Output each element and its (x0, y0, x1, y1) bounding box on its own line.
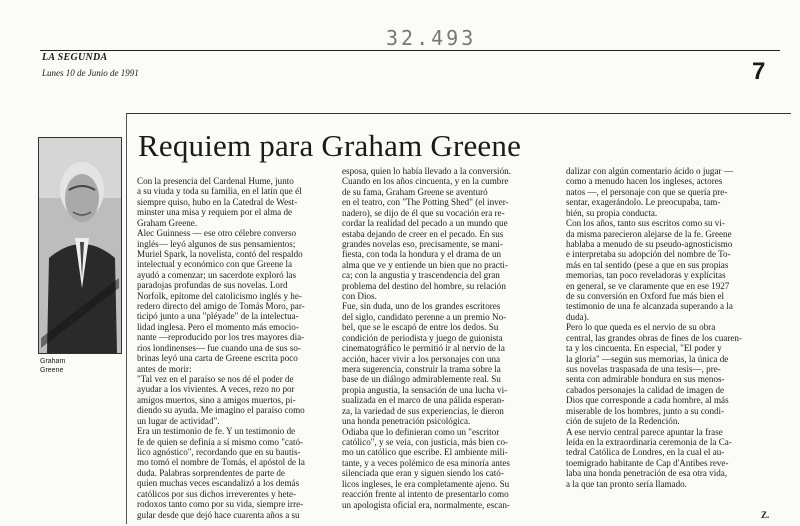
article-text-line: a su viuda y toda su familia, en el latín que él (137, 186, 302, 197)
article-text-line: silenciada que eran y siguen siendo los cató- (342, 468, 504, 479)
article-text-line: duda). (566, 311, 589, 322)
article-text-line: mo un católico que escribe. El ambiente mili- (342, 447, 508, 458)
archive-stamp: 32.493 (386, 26, 477, 50)
article-text-line: en general, se ve claramente que en ese 1927 (566, 280, 730, 291)
author-signature: Z. (761, 510, 770, 520)
article-text-line: za, la variedad de sus experiencias, le dieron (342, 405, 504, 416)
article-text-line: ticipó junto a una "pléyade" de la intelectua- (137, 311, 299, 322)
article-text-line: central, las grandes obras de fines de los cuaren- (566, 332, 742, 343)
article-text-line: Era un testimonio de fe. Y un testimonio de (137, 426, 296, 437)
article-text-line: duda. Palabras sorprendentes de parte de (137, 467, 285, 478)
article-text-line: Dios que corresponde a cada hombre, al más (566, 395, 729, 406)
photo-caption: Graham Greene (40, 358, 66, 374)
article-text-line: amigos muertos, sino a amigos muertos, pi- (137, 394, 296, 405)
article-column-1 (137, 176, 332, 520)
article-text-line: brinas leyó una carta de Greene escrita poco (137, 353, 298, 364)
article-text-line: tedral Católica de Londres, en la cual el au- (566, 447, 725, 458)
article-text-line: Alec Guinness — ese otro célebre converso (137, 228, 297, 239)
article-text-line: paradojas profundas de sus novelas. Lord (137, 280, 288, 291)
article-text-line: un lugar de actividad". (137, 415, 220, 426)
article-text-line: sualizada en el marco de una pálida esperan- (342, 395, 505, 406)
article-text-line: base de un diálogo admirablemente real. Su (342, 374, 501, 385)
article-text-line: testimonio de una fe alcanzada superando a la (566, 301, 733, 312)
article-text-line: del siglo, candidato perenne a un premio No- (342, 311, 507, 322)
article-text-line: rodoxos tanto como por su vida, siempre irre- (137, 499, 304, 510)
article-text-line: ción de sujeto de la Redención. (566, 416, 680, 427)
article-text-line: toemigrado habitante de Cap d'Antibes reve- (566, 457, 729, 468)
article-text-line: inglés— leyó algunos de sus pensamientos; (137, 238, 296, 249)
article-text-line: problema del destino del hombre, su relación (342, 280, 506, 291)
article-text-line: cinematográfico le permitió ir al nervio de la (342, 343, 505, 354)
publication-date: Lunes 10 de Junio de 1991 (42, 68, 139, 78)
article-text-line: senta con admirable hondura en sus menos- (566, 374, 725, 385)
article-text-line: sus novelas traspasada de una tesis—, pre- (566, 364, 721, 375)
article-text-line: grandes novelas eso, precisamente, se mani- (342, 238, 503, 249)
article-text-line: dalizar con algún comentario ácido o jugar — (566, 166, 733, 176)
article-text-line: mera sugerencia, construir la trama sobre la (342, 364, 501, 375)
article-text-line: leída en la extraordinaria ceremonia de la Ca- (566, 436, 732, 447)
article-text-line: ayudó a comenzar; un sacerdote exploró las (137, 269, 297, 280)
article-text-line: intelectual y económico con que Greene la (137, 259, 293, 270)
article-text-line: propia angustia, la sensación de una lucha vi- (342, 384, 508, 395)
article-text-line: en el teatro, con "The Potting Shed" (el inver- (342, 197, 509, 208)
article-text-line: cordar la realidad del pecado a un mundo que (342, 218, 508, 229)
article-text-line: licos ingleses, le era completamente ajeno. Su (342, 478, 510, 489)
article-text-line: quien muchas veces escandalizó a los demás (137, 478, 300, 489)
article-text-line: más en tal sentido (pese a que en sus propias (566, 259, 729, 270)
article-text-line: sentar, exagerándolo. Le preocupaba, tam- (566, 197, 721, 208)
article-text-line: Con los años, tanto sus escritos como su vi- (566, 218, 725, 229)
article-text-line: esposa, quien lo había llevado a la conversión. (342, 166, 511, 176)
article-text-line: "Tal vez en el paraíso se nos dé el poder de (137, 374, 294, 385)
article-text-line: lico agnóstico", recordando que en su bautis- (137, 446, 301, 457)
article-text-line: e interpretaba su adopción del nombre de To- (566, 249, 731, 260)
article-text-line: nadero), se dijo de él que su vocación era re- (342, 207, 505, 218)
article-text-line: ca; con la angustia y trascendencia del gran (342, 270, 500, 281)
article-text-line: alma que ve y entiende un bien que no practi- (342, 259, 508, 270)
article-text-line: Muriel Spark, la novelista, contó del respaldo (137, 248, 303, 259)
article-text-line: bién, su propia conducta. (566, 207, 658, 218)
author-photo (38, 137, 122, 354)
article-text-line: Con la presencia del Cardenal Hume, junto (137, 176, 294, 186)
article-text-line: da misma parecieron alejarse de la fe. Greene (566, 228, 732, 239)
article-text-line: natos —, el personaje con que se quería pre- (566, 186, 728, 197)
article-title: Requiem para Graham Greene (138, 128, 522, 163)
article-text-line: de su conversión en Oxford fue más bien el (566, 291, 725, 302)
article-text-line: minster una misa y requiem por el alma de (137, 207, 293, 218)
article-text-line: fiesta, con toda la hondura y el drama de un (342, 249, 502, 260)
article-text-line: hablaba a menudo de su pseudo-agnosticismo (566, 238, 733, 249)
article-text-line: rios londinenses— fue cuando una de sus so- (137, 342, 301, 353)
article-column-3 (566, 166, 784, 489)
article-text-line: redero directo del amigo de Tomás Moro, par- (137, 301, 305, 312)
article-text-line: Norfolk, epítome del catolicismo inglés y he- (137, 290, 302, 301)
article-text-line: con Dios. (342, 291, 377, 302)
article-text-line: siempre quiso, hubo en la Catedral de West- (137, 196, 298, 207)
article-text-line: bel, que se le escapó de entre los dedos. Su (342, 322, 499, 333)
article-text-line: memorias, tan poco reveladoras y explícitas (566, 270, 726, 281)
article-text-line: católicos por sus dichos irreverentes y hete- (137, 488, 297, 499)
article-text-line: miserable de los hombres, junto a su condi- (566, 405, 725, 416)
article-text-line: estaba dejando de creer en el pecado. En sus (342, 228, 504, 239)
article-text-line: de su fama, Graham Greene se aventuró (342, 186, 488, 197)
masthead-rule (40, 50, 780, 51)
article-text-line: mo tomó el nombre de Tomás, el apóstol de la (137, 457, 305, 468)
article-text-line: Fue, sin duda, uno de los grandes escritores (342, 301, 501, 312)
article-text-line: condición de periodista y juego de guionista (342, 332, 503, 343)
portrait-image (39, 138, 121, 353)
article-text-line: acción, hacer vivir a los personajes con una (342, 353, 501, 364)
publication-name: LA SEGUNDA (42, 52, 108, 63)
article-text-line: como a menudo hacen los ingleses, actores (566, 176, 723, 187)
page-number: 7 (752, 58, 766, 85)
article-text-line: Cuando en los años cincuenta, y en la cumbre (342, 176, 509, 187)
article-text-line: gular desde que dejó hace cuarenta años a su (137, 509, 300, 520)
article-column-2 (342, 166, 542, 510)
article-text-line: a la que tan pronto sería llamado. (566, 478, 687, 489)
article-text-line: reacción frente al intento de presentarlo como (342, 489, 509, 500)
article-text-line: Pero lo que queda es el nervio de su obra (566, 322, 716, 333)
article-text-line: Odiaba que lo definieran como un "escritor (342, 426, 500, 437)
article-text-line: una honda penetración psicológica. (342, 416, 471, 427)
article-text-line: lidad inglesa. Pero el momento más emocio- (137, 321, 299, 332)
article-text-line: cabados personajes la calidad de imagen de (566, 384, 725, 395)
article-text-line: nante —reproducido por los tres mayores dia- (137, 332, 305, 343)
article-text-line: tante, y a veces polémico de esa minoría antes (342, 457, 510, 468)
article-text-line: un apologista oficial era, normalmente, escan- (342, 499, 510, 510)
article-text-line: católico", y se veía, con justicia, más bien co- (342, 436, 509, 447)
article-text-line: fe de quien se definía a sí mismo como "cató- (137, 436, 304, 447)
article-text-line: diendo su ayuda. Me imagino el paraíso como (137, 405, 305, 416)
article-text-line: antes de morir: (137, 363, 192, 374)
article-text-line: ayudar a los vivientes. A veces, rezo no por (137, 384, 295, 395)
article-text-line: ta y los cincuenta. En especial, "El poder y (566, 343, 722, 354)
article-text-line: Graham Greene. (137, 217, 198, 228)
article-text-line: A ese nervio central parece apuntar la frase (566, 426, 723, 437)
article-text-line: la gloria" —según sus memorias, la única de (566, 353, 729, 364)
article-text-line: laba una honda penetración de esa otra vida, (566, 468, 728, 479)
